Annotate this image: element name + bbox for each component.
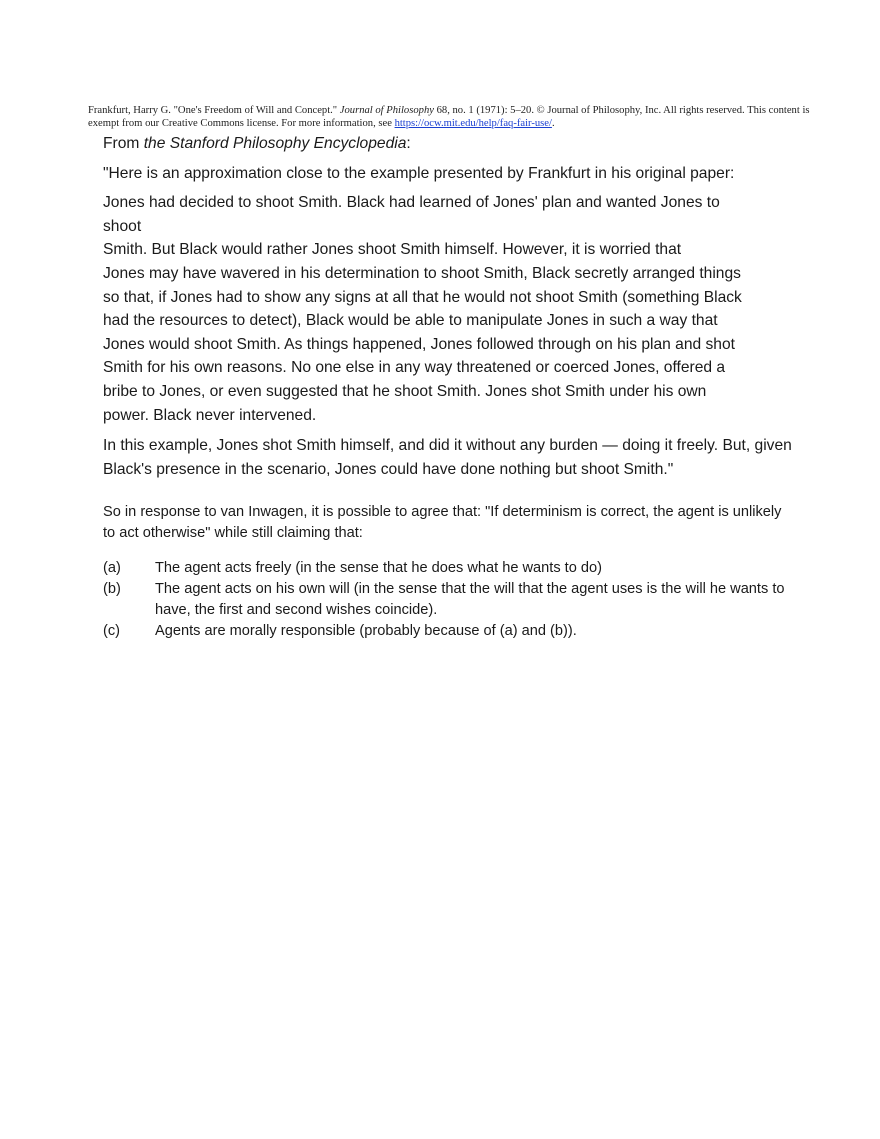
source-suffix: : [406, 135, 411, 152]
story-line: power. Black never intervened. [103, 406, 317, 424]
example-story [103, 191, 793, 427]
list-item [103, 579, 793, 620]
source-encyclopedia: the Stanford Philosophy Encyclopedia [143, 135, 407, 152]
list-marker: (a) [103, 559, 121, 576]
citation-journal: Journal of Philosophy [339, 105, 434, 116]
claims-list [103, 558, 793, 642]
list-text: Agents are morally responsible (probably because of (a) and (b)). [155, 623, 577, 640]
list-text: The agent acts freely (in the sense that he does what he wants to do) [155, 559, 602, 576]
copyright-citation [88, 104, 833, 130]
story-line: Jones would shoot Smith. As things happened, Jones followed through on his plan and shot [103, 335, 735, 353]
list-marker: (b) [103, 581, 121, 598]
story-line: had the resources to detect), Black would be able to manipulate Jones in such a way that [103, 312, 718, 330]
story-line: bribe to Jones, or even suggested that he shoot Smith. Jones shot Smith under his own [103, 382, 707, 400]
list-item [103, 558, 793, 579]
story-line: so that, if Jones had to show any signs at all that he would not shoot Smith (something Black [103, 288, 742, 306]
source-line [103, 132, 793, 156]
story-line: Smith for his own reasons. No one else in any way threatened or coerced Jones, offered a [103, 359, 726, 377]
citation-author-title: Frankfurt, Harry G. "One's Freedom of Will and Concept." [88, 105, 340, 116]
story-line: Jones had decided to shoot Smith. Black had learned of Jones' plan and wanted Jones to [103, 194, 720, 212]
story-line: Smith. But Black would rather Jones shoot Smith himself. However, it is worried that [103, 241, 682, 259]
story-line: shoot [103, 217, 142, 235]
quote-intro: "Here is an approximation close to the example presented by Frankfurt in his original paper: [103, 164, 735, 182]
list-marker: (c) [103, 623, 121, 640]
response-paragraph: So in response to van Inwagen, it is possible to agree that: "If determinism is correct, the agent is unlikely to act otherwise" while still claiming that: [103, 504, 782, 541]
document-body [103, 132, 793, 643]
list-text: The agent acts on his own will (in the sense that the will that the agent uses is the will he wants to have, the first and second wishes coincide). [155, 581, 785, 618]
fair-use-link[interactable]: https://ocw.mit.edu/help/faq-fair-use/ [394, 118, 552, 129]
citation-details: 68, no. 1 (1971): 5–20. © Journal of Philosophy, Inc. All rights reserved. This content is exempt from our Creative Commons license. For more information, see [88, 105, 810, 129]
story-line: Jones may have wavered in his determination to shoot Smith, Black secretly arranged things [103, 264, 741, 282]
citation-trailing: . [551, 118, 555, 129]
closing-paragraph: In this example, Jones shot Smith himself, and did it without any burden — doing it freely. But, given Black's presence in the scenario, Jones could have done nothing but shoot Smith." [103, 437, 792, 478]
list-item [103, 621, 793, 642]
source-prefix: From [103, 135, 144, 152]
